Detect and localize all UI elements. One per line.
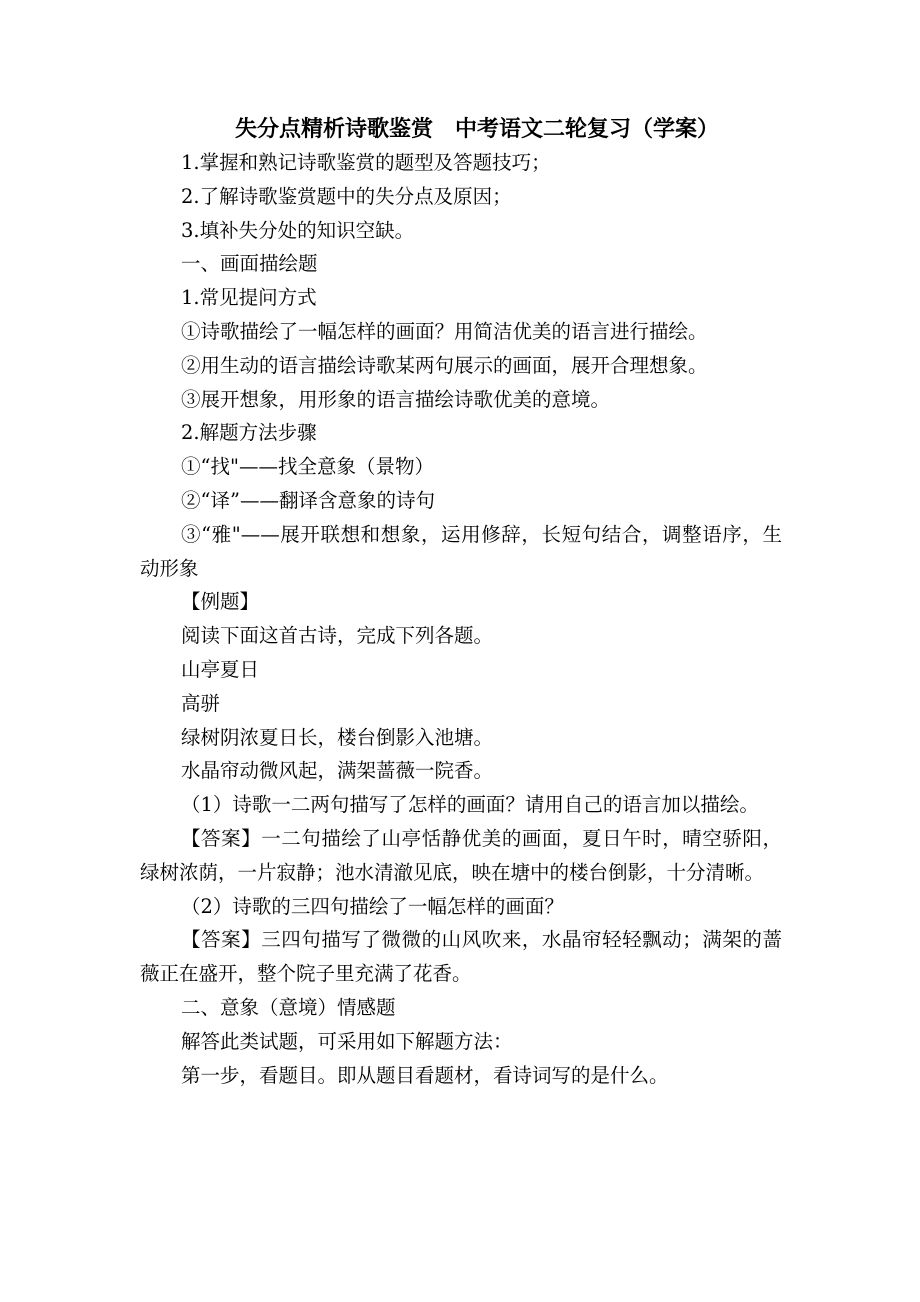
document-title: 失分点精析诗歌鉴赏 中考语文二轮复习（学案） bbox=[234, 117, 719, 142]
paragraph: ③“雅"——展开联想和想象，运用修辞，长短句结合，调整语序，生动形象 bbox=[140, 522, 782, 580]
section-heading: 一、画面描绘题 bbox=[181, 252, 318, 276]
paragraph: ②“译”——翻译含意象的诗句 bbox=[181, 488, 435, 512]
paragraph: 1.掌握和熟记诗歌鉴赏的题型及答题技巧； bbox=[181, 151, 551, 174]
paragraph: ①“找"——找全意象（景物） bbox=[181, 455, 434, 479]
subheading: 2.解题方法步骤 bbox=[181, 421, 317, 445]
example-label: 【例题】 bbox=[181, 590, 260, 614]
document-body bbox=[140, 146, 782, 1092]
subheading: 1.常见提问方式 bbox=[181, 286, 317, 310]
poem-line: 绿树阴浓夏日长，楼台倒影入池塘。 bbox=[181, 725, 494, 749]
question: （1）诗歌一二两句描写了怎样的画面？请用自己的语言加以描绘。 bbox=[181, 793, 759, 817]
paragraph: 解答此类试题，可采用如下解题方法： bbox=[181, 1029, 513, 1053]
paragraph: ③展开想象，用形象的语言描绘诗歌优美的意境。 bbox=[181, 387, 611, 411]
paragraph: 3.填补失分处的知识空缺。 bbox=[181, 218, 415, 242]
poem-author: 高骈 bbox=[181, 691, 221, 715]
paragraph: 第一步，看题目。即从题目看题材，看诗词写的是什么。 bbox=[181, 1063, 669, 1087]
paragraph: 阅读下面这首古诗，完成下列各题。 bbox=[181, 624, 494, 648]
answer: 【答案】三四句描写了微微的山风吹来，水晶帘轻轻飘动；满架的蔷薇正在盛开，整个院子里充满了花香。 bbox=[140, 928, 782, 986]
paragraph: ②用生动的语言描绘诗歌某两句展示的画面，展开合理想象。 bbox=[181, 353, 708, 377]
paragraph: ①诗歌描绘了一幅怎样的画面？用简洁优美的语言进行描绘。 bbox=[181, 319, 708, 343]
answer: 【答案】一二句描绘了山亭恬静优美的画面，夏日午时，晴空骄阳，绿树浓荫，一片寂静；池水清澈见底，映在塘中的楼台倒影，十分清晰。 bbox=[140, 826, 782, 884]
poem-title: 山亭夏日 bbox=[181, 657, 260, 681]
section-heading: 二、意象（意境）情感题 bbox=[181, 995, 396, 1019]
poem-line: 水晶帘动微风起，满架蔷薇一院香。 bbox=[181, 759, 494, 783]
question: （2）诗歌的三四句描绘了一幅怎样的画面？ bbox=[181, 894, 564, 918]
paragraph: 2.了解诗歌鉴赏题中的失分点及原因； bbox=[181, 184, 512, 208]
